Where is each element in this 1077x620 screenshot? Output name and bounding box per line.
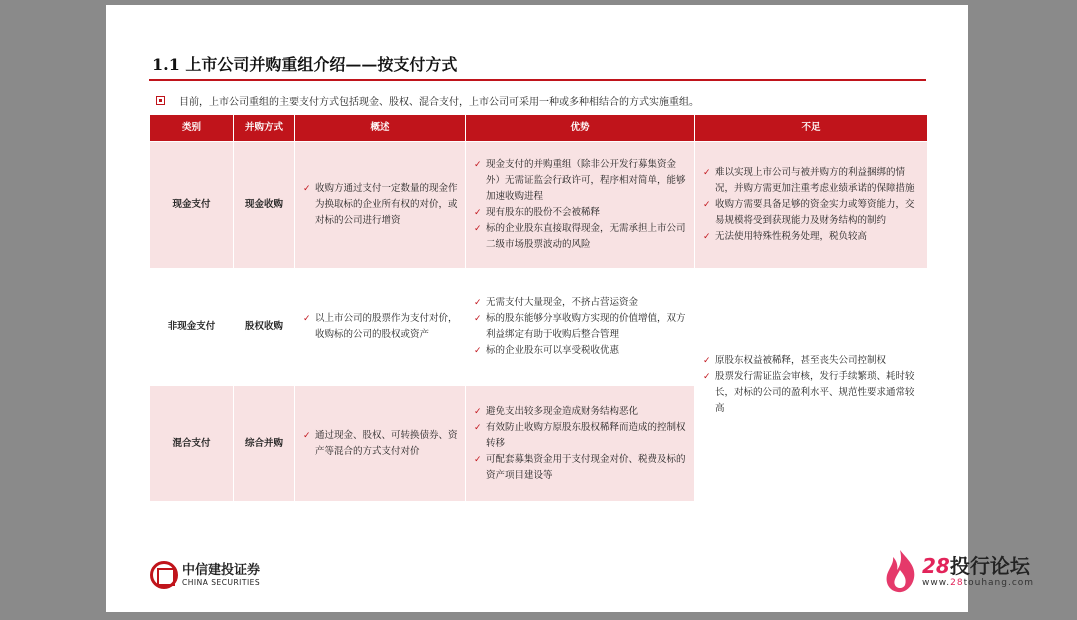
row1-overview bbox=[295, 142, 465, 268]
logo-english-name: CHINA SECURITIES bbox=[182, 577, 261, 587]
list-item: ✓ 标的股东能够分享收购方实现的价值增值，双方利益绑定有助于收购后整合管理 bbox=[472, 311, 688, 343]
list-item: ✓ 标的企业股东可以享受税收优惠 bbox=[472, 343, 688, 359]
list-item: ✓ 有效防止收购方原股东股权稀释而造成的控制权转移 bbox=[472, 420, 688, 452]
company-logo-icon bbox=[150, 561, 178, 589]
header-overview: 概述 bbox=[295, 115, 465, 141]
header-category: 类别 bbox=[150, 115, 233, 141]
shared-disadvantages bbox=[695, 269, 927, 501]
row1-advantages bbox=[466, 142, 694, 268]
list-item: ✓ 无需支付大量现金，不挤占营运资金 bbox=[472, 295, 688, 311]
row2-method: 股权收购 bbox=[244, 321, 283, 332]
list-item: ✓ 难以实现上市公司与被并购方的利益捆绑的情况，并购方需更加注重考虑业绩承诺的保障措施 bbox=[701, 165, 921, 197]
slide-page bbox=[106, 5, 968, 612]
list-item: ✓ 通过现金、股权、可转换债券、资产等混合的方式支付对价 bbox=[301, 428, 459, 460]
list-item: ✓ 收购方需要具备足够的资金实力或筹资能力，交易规模将受到获现能力及财务结构的制约 bbox=[701, 197, 921, 229]
row1-category: 现金支付 bbox=[150, 142, 233, 268]
list-item: ✓ 可配套募集资金用于支付现金对价、税费及标的资产项目建设等 bbox=[472, 452, 688, 484]
watermark-number: 28 bbox=[922, 554, 950, 578]
row2-overview bbox=[295, 269, 465, 385]
row2-category: 非现金支付 bbox=[167, 321, 216, 332]
intro-text: 目前，上市公司重组的主要支付方式包括现金、股权、混合支付，上市公司可采用一种或多种相结合的方式实施重组。 bbox=[179, 97, 699, 108]
row3-advantages bbox=[466, 386, 694, 501]
watermark-url: www.28touhang.com bbox=[922, 578, 1035, 588]
slide-title: 1.1 上市公司并购重组介绍——按支付方式 bbox=[152, 55, 458, 74]
list-item: ✓ 现金支付的并购重组（除非公开发行募集资金外）无需证监会行政许可，程序相对简单，能够加速收购进程 bbox=[472, 157, 688, 205]
company-logo bbox=[150, 561, 260, 589]
row1-disadvantages bbox=[695, 142, 927, 268]
list-item: ✓ 原股东权益被稀释，甚至丧失公司控制权 bbox=[701, 353, 921, 369]
header-advantages: 优势 bbox=[466, 115, 694, 141]
list-item: ✓ 无法使用特殊性税务处理，税负较高 bbox=[701, 229, 921, 245]
list-item: ✓ 收购方通过支付一定数量的现金作为换取标的企业所有权的对价，或对标的公司进行增资 bbox=[301, 181, 459, 229]
header-method: 并购方式 bbox=[234, 115, 294, 141]
row3-overview bbox=[295, 386, 465, 501]
list-item: ✓ 标的企业股东直接取得现金，无需承担上市公司二级市场股票波动的风险 bbox=[472, 221, 688, 253]
logo-chinese-name: 中信建投证券 bbox=[182, 562, 261, 578]
watermark bbox=[882, 548, 1034, 594]
list-item: ✓ 股票发行需证监会审核，发行手续繁琐、耗时较长，对标的公司的盈利水平、规范性要求通常较高 bbox=[701, 369, 921, 417]
list-item: ✓ 以上市公司的股票作为支付对价，收购标的公司的股权或资产 bbox=[301, 311, 459, 343]
row3-category: 混合支付 bbox=[150, 386, 233, 501]
title-divider bbox=[149, 79, 926, 81]
row3-method: 综合并购 bbox=[234, 386, 294, 501]
row1-method: 现金收购 bbox=[234, 142, 294, 268]
list-item: ✓ 现有股东的股份不会被稀释 bbox=[472, 205, 688, 221]
intro-bullet bbox=[156, 93, 699, 108]
list-item: ✓ 避免支出较多现金造成财务结构恶化 bbox=[472, 404, 688, 420]
square-bullet-icon bbox=[156, 96, 165, 105]
header-disadvantages: 不足 bbox=[695, 115, 927, 141]
row2-advantages bbox=[466, 269, 694, 385]
flame-icon bbox=[882, 548, 918, 594]
watermark-name: 投行论坛 bbox=[949, 554, 1030, 578]
